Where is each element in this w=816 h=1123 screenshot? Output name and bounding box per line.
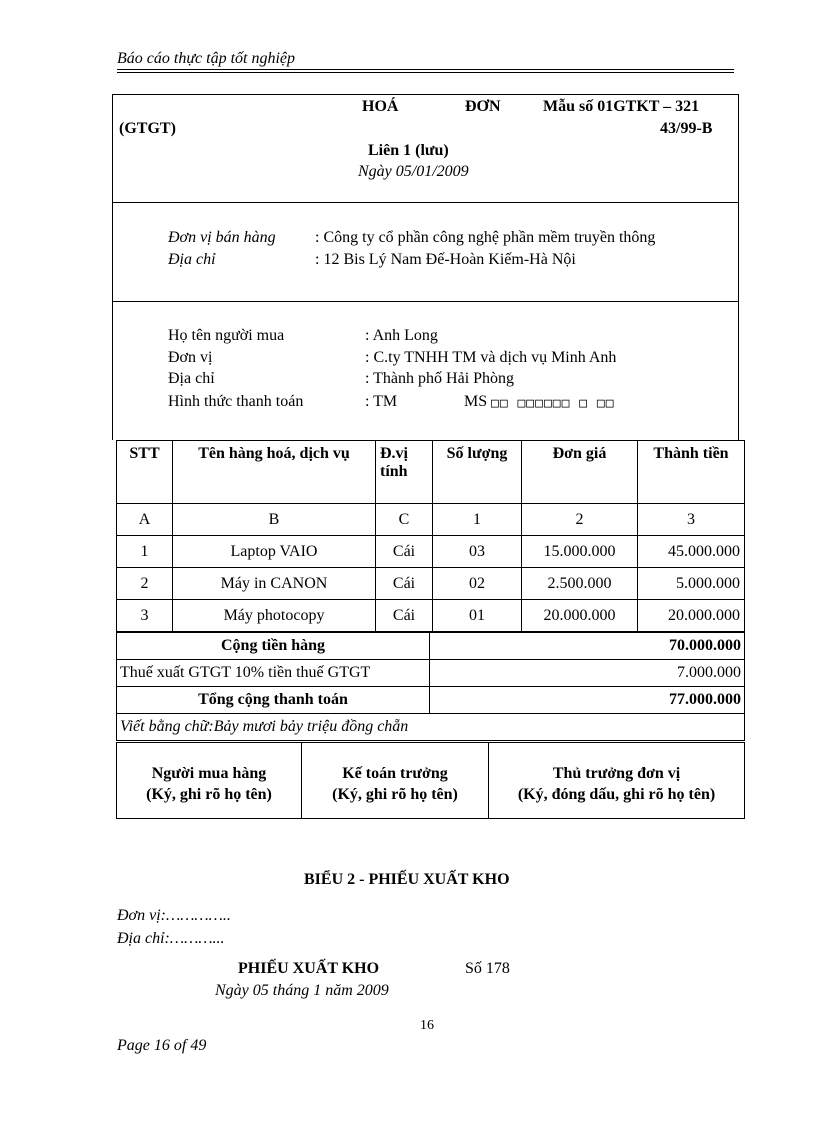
subtotal-row [117, 633, 745, 660]
invoice-title-hoa: HOÁ [362, 98, 399, 115]
bieu2-unit: Đơn vị:………….. [117, 907, 231, 924]
col-header-qty: Số lượng [433, 441, 522, 504]
table-cell: Máy photocopy [173, 600, 376, 632]
total-row [117, 687, 745, 714]
invoice-copy: Liên 1 (lưu) [368, 142, 449, 159]
table-cell: 02 [433, 568, 522, 600]
total-value: 77.000.000 [430, 687, 745, 714]
signature-buyer [117, 743, 302, 819]
table-cell: 20.000.000 [522, 600, 638, 632]
invoice-title-don: ĐƠN [465, 98, 501, 115]
signature-row [117, 743, 745, 819]
table-cell: 1 [433, 504, 522, 536]
header-rule [117, 72, 734, 73]
signature-note: (Ký, ghi rõ họ tên) [146, 786, 272, 803]
table-cell: Cái [376, 600, 433, 632]
table-cell: Cái [376, 536, 433, 568]
buyer-unit-value: : C.ty TNHH TM và dịch vụ Minh Anh [365, 349, 617, 366]
buyer-name-label: Họ tên người mua [168, 327, 285, 344]
bieu2-address: Địa chỉ:………... [117, 930, 225, 947]
slip-number: Số 178 [465, 960, 510, 977]
signature-chief-accountant [302, 743, 489, 819]
total-label: Tổng cộng thanh toán [117, 687, 430, 714]
page-of: Page 16 of 49 [117, 1037, 207, 1054]
signature-role: Thủ trưởng đơn vị [552, 765, 681, 782]
page-number: 16 [420, 1018, 434, 1033]
tax-code-label: MS [464, 393, 488, 410]
header-rule [117, 69, 734, 70]
report-header-title: Báo cáo thực tập tốt nghiệp [117, 50, 296, 67]
signature-note: (Ký, đóng dấu, ghi rõ họ tên) [517, 786, 716, 803]
table-cell: Cái [376, 568, 433, 600]
seller-value: : Công ty cổ phần công nghệ phần mềm truyền thông [315, 229, 656, 246]
payment-value: : TM [365, 393, 398, 410]
signature-table [116, 742, 745, 819]
slip-date: Ngày 05 tháng 1 năm 2009 [215, 982, 389, 999]
section-divider [113, 301, 738, 302]
amount-in-words: Viết bằng chữ:Bảy mươi bảy triệu đồng chẵn [117, 714, 745, 741]
tax-code-boxes: □□ □□□□□□ □ □□ [491, 396, 615, 411]
buyer-unit-label: Đơn vị [168, 349, 213, 366]
buyer-address-value: : Thành phố Hải Phòng [365, 370, 515, 387]
invoice-gtgt: (GTGT) [119, 120, 176, 137]
subtotal-value: 70.000.000 [430, 633, 745, 660]
slip-title: PHIẾU XUẤT KHO [238, 960, 380, 977]
signature-role: Kế toán trưởng [342, 765, 448, 782]
table-cell: 03 [433, 536, 522, 568]
signature-role: Người mua hàng [151, 765, 267, 782]
table-row [117, 536, 745, 568]
table-cell: C [376, 504, 433, 536]
table-cell: B [173, 504, 376, 536]
signature-note: (Ký, ghi rõ họ tên) [332, 786, 458, 803]
table-header-row [117, 441, 745, 504]
table-cell: 1 [117, 536, 173, 568]
signature-director [489, 743, 745, 819]
table-cell: 15.000.000 [522, 536, 638, 568]
tax-row [117, 660, 745, 687]
table-cell: 5.000.000 [638, 568, 745, 600]
col-header-price: Đơn giá [522, 441, 638, 504]
seller-address-label: Địa chỉ [168, 251, 216, 268]
bieu2-title: BIỂU 2 - PHIẾU XUẤT KHO [304, 871, 510, 888]
seller-address-value: : 12 Bis Lý Nam Đế-Hoàn Kiếm-Hà Nội [315, 251, 576, 268]
table-cell: 3 [117, 600, 173, 632]
invoice-date: Ngày 05/01/2009 [358, 163, 469, 180]
form-code: 43/99-B [660, 120, 713, 137]
table-cell: Laptop VAIO [173, 536, 376, 568]
table-cell: 2 [522, 504, 638, 536]
col-header-amount: Thành tiền [638, 441, 745, 504]
totals-table [116, 632, 745, 741]
section-divider [113, 202, 738, 203]
col-header-name: Tên hàng hoá, dịch vụ [173, 441, 376, 504]
amount-in-words-row [117, 714, 745, 741]
table-code-row [117, 504, 745, 536]
col-header-stt: STT [117, 441, 173, 504]
table-cell: A [117, 504, 173, 536]
form-number: Mẫu số 01GTKT – 321 [543, 98, 700, 115]
table-cell: 45.000.000 [638, 536, 745, 568]
seller-label: Đơn vị bán hàng [168, 229, 276, 246]
col-header-unit: Đ.vị tính [376, 441, 433, 504]
table-row [117, 600, 745, 632]
table-row [117, 568, 745, 600]
table-cell: 2 [117, 568, 173, 600]
payment-label: Hình thức thanh toán [168, 393, 304, 410]
table-cell: 2.500.000 [522, 568, 638, 600]
buyer-name-value: : Anh Long [365, 327, 438, 344]
buyer-address-label: Địa chỉ [168, 370, 215, 387]
tax-value: 7.000.000 [430, 660, 745, 687]
tax-label: Thuế xuất GTGT 10% tiền thuế GTGT [117, 660, 430, 687]
table-cell: 3 [638, 504, 745, 536]
table-cell: Máy in CANON [173, 568, 376, 600]
table-cell: 01 [433, 600, 522, 632]
items-table [116, 440, 745, 632]
subtotal-label: Cộng tiền hàng [117, 633, 430, 660]
table-cell: 20.000.000 [638, 600, 745, 632]
